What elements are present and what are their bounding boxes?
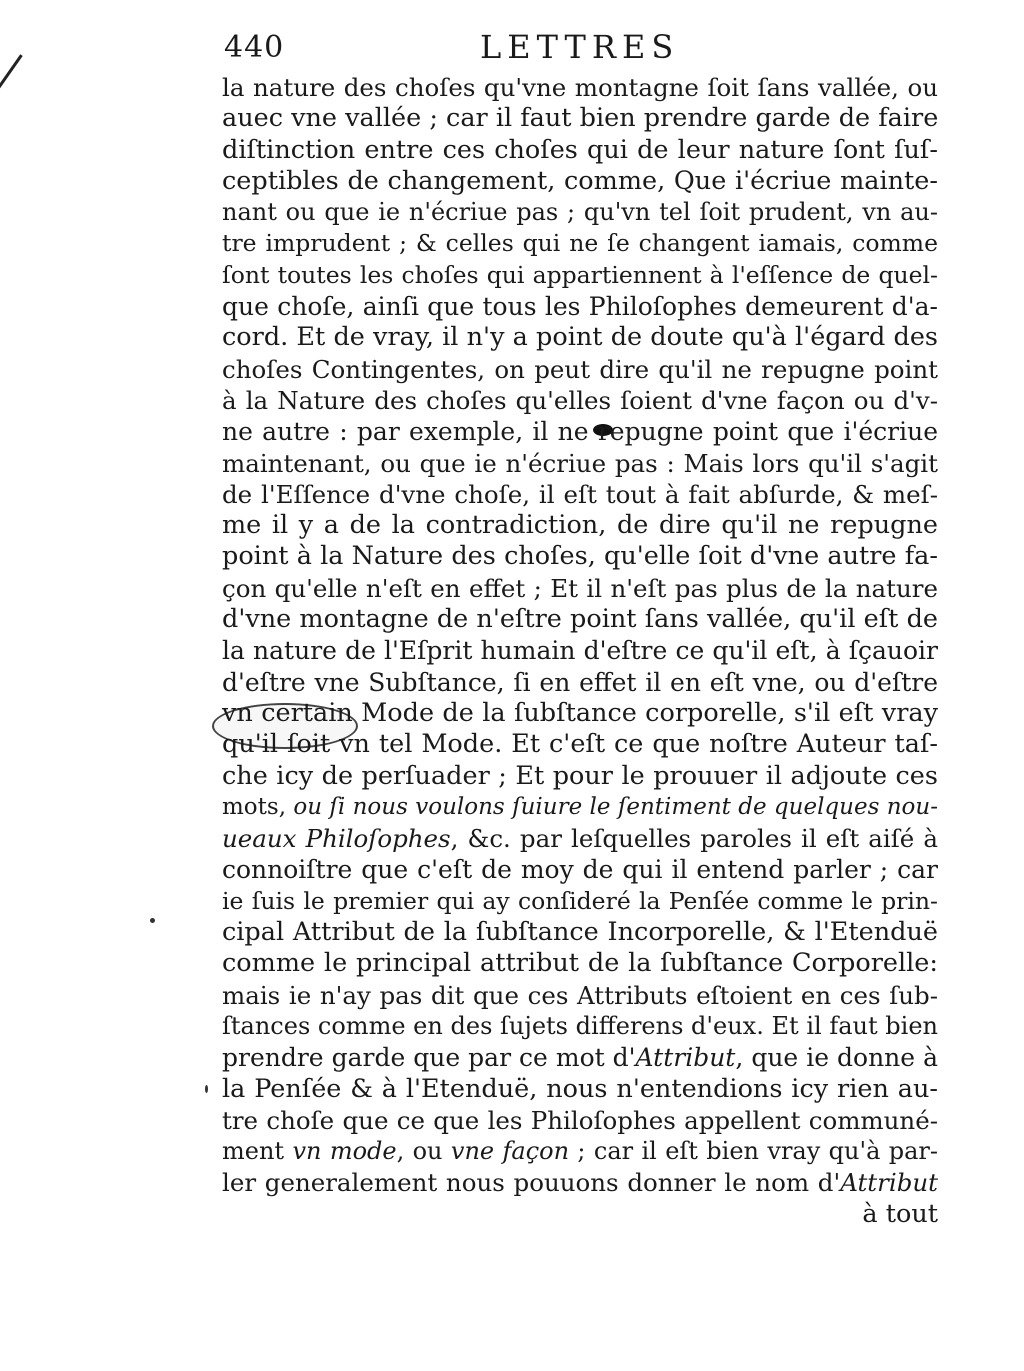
- text-line: [222, 166, 938, 197]
- text-run: connoiſtre que c'eſt de moy de qui il entend parler ; car: [222, 855, 938, 885]
- text-run: che icy de perſuader ; Et pour le prouuer il adjoute ces: [222, 760, 938, 791]
- text-line: [222, 448, 938, 479]
- text-run: ne autre : par exemple, il ne repugne point que i'écriue: [222, 417, 938, 447]
- text-run: ler generalement nous pouuons donner le nom d': [222, 1168, 841, 1198]
- text-line: [222, 698, 938, 729]
- text-line: [222, 1042, 938, 1073]
- text-run: ſtances comme en des ſujets differens d'eux. Et il faut bien: [222, 1011, 938, 1040]
- text-line: [222, 573, 938, 604]
- text-line: [222, 416, 938, 447]
- text-run: , que ie donne à: [735, 1043, 938, 1073]
- text-line: [222, 541, 938, 572]
- text-run: la Penſée & à l'Etenduë, nous n'entendions icy rien au-: [222, 1073, 938, 1104]
- text-run: me il y a de la contradiction, de dire qu'il ne repugne: [222, 510, 938, 541]
- italic-text: ueaux Philoſophes: [222, 824, 451, 854]
- text-line: [222, 948, 938, 979]
- text-run: à la Nature des choſes qu'elles ſoient d'vne façon ou d'v-: [222, 385, 938, 415]
- text-line: [222, 1105, 938, 1136]
- text-run: maintenant, ou que ie n'écriue pas : Mais lors qu'il s'agit: [222, 448, 938, 478]
- text-line: [222, 103, 938, 134]
- text-run: point à la Nature des choſes, qu'elle ſoit d'vne autre fa-: [222, 541, 938, 572]
- text-run: çon qu'elle n'eſt en effet ; Et il n'eſt pas plus de la nature: [222, 573, 938, 603]
- text-line: [222, 1167, 938, 1198]
- italic-text: Attribut: [635, 1043, 736, 1073]
- text-line: [222, 291, 938, 322]
- text-run: choſes Contingentes, on peut dire qu'il ne repugne point: [222, 354, 938, 384]
- text-run: ment: [222, 1137, 293, 1166]
- text-line: [222, 823, 938, 854]
- text-line: [222, 260, 938, 291]
- text-run: d'eſtre vne Subſtance, ſi en effet il en eſt vne, ou d'eſtre: [222, 667, 938, 697]
- text-run: , ou: [396, 1137, 451, 1166]
- text-run: ; car il eſt bien vray qu'à par-: [569, 1137, 939, 1166]
- italic-text: Attribut: [840, 1168, 938, 1198]
- text-line: [222, 135, 938, 166]
- text-run: ie ſuis le premier qui ay conſideré la Penſée comme le prin-: [222, 886, 938, 915]
- text-run: comme le principal attribut de la ſubſtance Corporelle:: [222, 948, 938, 979]
- text-line: [222, 385, 938, 416]
- text-run: mots,: [222, 793, 294, 820]
- text-line: [222, 1011, 938, 1042]
- text-line: [222, 510, 938, 541]
- italic-text: vn mode: [292, 1137, 397, 1166]
- text-line: [222, 854, 938, 885]
- text-line: [222, 1199, 938, 1230]
- text-line: [222, 729, 938, 760]
- text-line: [222, 667, 938, 698]
- text-run: ſont toutes les choſes qui appartiennent à l'eſſence de quel-: [222, 260, 938, 289]
- text-run: diſtinction entre ces choſes qui de leur nature ſont ſuſ-: [222, 134, 938, 165]
- italic-text: vne façon: [450, 1137, 570, 1166]
- text-run: à tout: [862, 1198, 938, 1229]
- ink-speck: [150, 918, 155, 923]
- text-line: [222, 980, 938, 1011]
- text-run: auec vne vallée ; car il faut bien prendre garde de faire: [222, 103, 939, 134]
- text-run: de l'Eſſence d'vne choſe, il eſt tout à fait abſurde, & meſ-: [222, 479, 938, 509]
- text-line: [222, 792, 938, 823]
- text-line: [222, 228, 938, 259]
- text-line: [222, 917, 938, 948]
- body-text: [222, 72, 938, 1230]
- text-line: [222, 604, 938, 635]
- text-line: [222, 886, 938, 917]
- text-run: vn certain Mode de la ſubſtance corporelle, s'il eſt vray: [222, 697, 938, 728]
- text-run: que choſe, ainſi que tous les Philoſophes demeurent d'a-: [222, 292, 938, 322]
- text-run: qu'il ſoit vn tel Mode. Et c'eſt ce que noſtre Auteur taſ-: [222, 729, 938, 760]
- running-head: LETTRES: [480, 28, 680, 66]
- text-line: [222, 197, 938, 228]
- text-run: la nature des choſes qu'vne montagne ſoit ſans vallée, ou: [222, 73, 938, 102]
- text-line: [222, 1136, 938, 1167]
- page-number: 440: [224, 30, 285, 65]
- text-line: [222, 479, 938, 510]
- ink-speck: [205, 1085, 208, 1093]
- text-run: cord. Et de vray, il n'y a point de doute qu'à l'égard des: [222, 322, 938, 353]
- italic-text: ou ſi nous voulons ſuiure le ſentiment de quelques nou-: [293, 793, 938, 820]
- text-line: [222, 635, 938, 666]
- binding-shadow-fragment: [0, 54, 23, 88]
- text-run: nant ou que ie n'écriue pas ; qu'vn tel ſoit prudent, vn au-: [222, 198, 938, 227]
- text-run: , &c. par leſquelles paroles il eſt aiſé à: [450, 824, 938, 854]
- text-run: prendre garde que par ce mot d': [222, 1043, 636, 1073]
- text-line: [222, 1074, 938, 1105]
- text-run: tre choſe que ce que les Philoſophes appellent communé-: [222, 1105, 938, 1135]
- text-run: cipal Attribut de la ſubſtance Incorporelle, & l'Etenduë: [222, 917, 938, 948]
- text-run: d'vne montagne de n'eſtre point ſans vallée, qu'il eſt de: [222, 604, 938, 635]
- text-line: [222, 322, 938, 353]
- text-run: ceptibles de changement, comme, Que i'écriue mainte-: [222, 165, 938, 196]
- text-line: [222, 354, 938, 385]
- text-run: mais ie n'ay pas dit que ces Attributs eſtoient en ces ſub-: [222, 980, 938, 1010]
- binding-shadow: [0, 0, 32, 15]
- text-run: tre imprudent ; & celles qui ne ſe changent iamais, comme: [222, 229, 938, 258]
- text-line: [222, 761, 938, 792]
- text-run: la nature de l'Eſprit humain d'eſtre ce qu'il eſt, à ſçauoir: [222, 636, 938, 666]
- text-line: [222, 72, 938, 103]
